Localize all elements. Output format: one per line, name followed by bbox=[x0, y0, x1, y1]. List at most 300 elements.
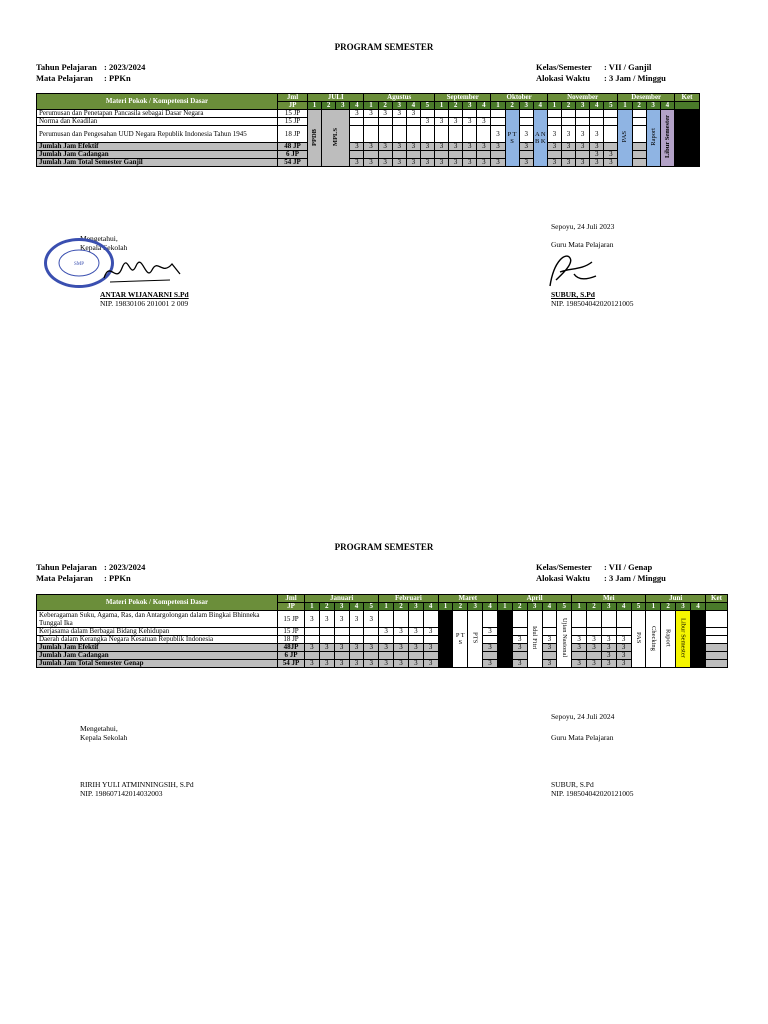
table-row bbox=[37, 611, 728, 628]
ujian-nasional-block: Ujian Nasional bbox=[557, 611, 572, 668]
week-cell: 3 bbox=[576, 126, 590, 143]
week-cell: 3 bbox=[616, 636, 631, 644]
week-cell bbox=[601, 611, 616, 628]
week-cell: 3 bbox=[319, 611, 334, 628]
week-cell bbox=[406, 151, 420, 159]
ppdb-block: PPDB bbox=[308, 110, 322, 167]
svg-text:SMP: SMP bbox=[73, 262, 85, 267]
month-header: Desember bbox=[618, 94, 675, 102]
week-cell bbox=[572, 652, 587, 660]
week-cell bbox=[408, 611, 423, 628]
week-cell: 3 bbox=[378, 159, 392, 167]
week-header: 5 bbox=[631, 603, 646, 611]
week-cell bbox=[604, 143, 618, 151]
week-cell: 3 bbox=[477, 118, 491, 126]
pas-block: PAS bbox=[618, 110, 632, 167]
mpls-block: MPLS bbox=[322, 110, 350, 167]
week-cell bbox=[379, 611, 394, 628]
week-cell bbox=[604, 126, 618, 143]
week-cell: 3 bbox=[512, 644, 527, 652]
week-cell bbox=[305, 628, 320, 636]
week-header: 3 bbox=[336, 102, 350, 110]
week-cell bbox=[512, 628, 527, 636]
right-sign-name-2 bbox=[551, 780, 634, 798]
week-header: 2 bbox=[322, 102, 336, 110]
materi-label: Norma dan Keadilan bbox=[37, 118, 278, 126]
week-cell bbox=[463, 151, 477, 159]
week-cell: 3 bbox=[406, 110, 420, 118]
month-header: Maret bbox=[438, 595, 497, 603]
header-materi: Materi Pokok / Kompetensi Dasar bbox=[37, 94, 278, 110]
meta-left-2 bbox=[36, 562, 145, 584]
week-cell: 3 bbox=[449, 118, 463, 126]
week-cell: 3 bbox=[576, 159, 590, 167]
week-cell bbox=[334, 636, 349, 644]
teacher-name: SUBUR, S.Pd bbox=[551, 290, 595, 299]
materi-label: Jumlah Jam Total Semester Genap bbox=[37, 660, 278, 668]
header-jp: JP bbox=[278, 102, 308, 110]
month-header: April bbox=[497, 595, 571, 603]
week-cell: 3 bbox=[364, 110, 378, 118]
pts-block: P T S bbox=[453, 611, 468, 668]
week-cell bbox=[587, 652, 602, 660]
week-cell bbox=[572, 628, 587, 636]
week-cell bbox=[587, 628, 602, 636]
week-cell bbox=[561, 151, 575, 159]
sign-role: Kepala Sekolah bbox=[80, 243, 128, 252]
week-cell bbox=[477, 151, 491, 159]
april-break bbox=[497, 611, 512, 668]
week-cell: 3 bbox=[587, 636, 602, 644]
week-cell bbox=[434, 151, 448, 159]
week-cell bbox=[394, 611, 409, 628]
week-cell bbox=[449, 151, 463, 159]
week-cell bbox=[305, 652, 320, 660]
week-cell: 3 bbox=[542, 644, 557, 652]
week-cell: 3 bbox=[616, 652, 631, 660]
week-cell bbox=[477, 110, 491, 118]
week-cell: 3 bbox=[519, 159, 533, 167]
week-cell bbox=[576, 110, 590, 118]
left-sign-name-2 bbox=[80, 780, 194, 798]
week-cell bbox=[491, 118, 505, 126]
week-cell: 3 bbox=[406, 143, 420, 151]
week-cell bbox=[406, 126, 420, 143]
header-ket: Ket bbox=[675, 94, 700, 102]
week-cell bbox=[547, 110, 561, 118]
week-header: 3 bbox=[646, 102, 660, 110]
week-cell: 3 bbox=[512, 660, 527, 668]
week-cell: 3 bbox=[542, 660, 557, 668]
teacher-nip: NIP. 198504042020121005 bbox=[551, 299, 634, 308]
table-row bbox=[37, 118, 700, 126]
alokasi-value: : 3 Jam / Minggu bbox=[604, 73, 666, 83]
page-title-semester-1: PROGRAM SEMESTER bbox=[334, 42, 434, 52]
week-header: 4 bbox=[483, 603, 498, 611]
mapel-value: : PPKn bbox=[104, 573, 131, 583]
week-cell: 3 bbox=[572, 644, 587, 652]
month-header: November bbox=[547, 94, 618, 102]
week-cell bbox=[547, 151, 561, 159]
week-cell: 3 bbox=[394, 628, 409, 636]
jp-value: 15 JP bbox=[278, 628, 305, 636]
week-cell bbox=[572, 611, 587, 628]
week-cell bbox=[483, 611, 498, 628]
alokasi-label: Alokasi Waktu bbox=[536, 73, 590, 83]
week-cell: 3 bbox=[491, 126, 505, 143]
week-cell bbox=[449, 110, 463, 118]
week-cell: 3 bbox=[406, 159, 420, 167]
kelas-value: : VII / Ganjil bbox=[604, 62, 652, 72]
week-header: 4 bbox=[477, 102, 491, 110]
week-cell: 3 bbox=[601, 652, 616, 660]
week-header: 3 bbox=[392, 102, 406, 110]
sign-line: Mengetahui, bbox=[80, 724, 118, 733]
mapel-label: Mata Pelajaran bbox=[36, 573, 93, 583]
week-header: 2 bbox=[632, 102, 646, 110]
week-header: 1 bbox=[438, 603, 453, 611]
month-header: Juni bbox=[646, 595, 706, 603]
table-row bbox=[37, 159, 700, 167]
week-cell: 3 bbox=[576, 143, 590, 151]
header-ket: Ket bbox=[706, 595, 728, 603]
week-header: 4 bbox=[542, 603, 557, 611]
week-cell bbox=[420, 151, 434, 159]
week-cell: 3 bbox=[572, 660, 587, 668]
header-jml: Jml bbox=[278, 94, 308, 102]
tahun-value: : 2023/2024 bbox=[104, 562, 146, 572]
ket-block bbox=[675, 110, 700, 167]
month-header: JULI bbox=[308, 94, 364, 102]
week-cell bbox=[604, 110, 618, 118]
week-cell bbox=[632, 143, 646, 151]
jp-value: 15 JP bbox=[278, 118, 308, 126]
right-signature-1 bbox=[551, 222, 614, 249]
left-signature-2 bbox=[80, 724, 127, 742]
jp-value: 18 JP bbox=[278, 126, 308, 143]
week-cell: 3 bbox=[350, 159, 364, 167]
signature-icon bbox=[100, 254, 184, 288]
week-cell: 3 bbox=[423, 660, 438, 668]
week-cell: 3 bbox=[364, 143, 378, 151]
table-row bbox=[37, 660, 728, 668]
week-cell bbox=[632, 126, 646, 143]
week-cell: 3 bbox=[590, 159, 604, 167]
week-cell: 3 bbox=[378, 110, 392, 118]
week-cell: 3 bbox=[601, 636, 616, 644]
materi-label: Jumlah Jam Total Semester Ganjil bbox=[37, 159, 278, 167]
week-cell bbox=[463, 110, 477, 118]
week-cell: 3 bbox=[590, 126, 604, 143]
week-cell bbox=[334, 652, 349, 660]
week-cell: 3 bbox=[394, 644, 409, 652]
week-header: 2 bbox=[661, 603, 676, 611]
libur-block: Libur Semester bbox=[676, 611, 691, 668]
week-header: 1 bbox=[491, 102, 505, 110]
materi-label: Kerjasama dalam Berbagai Bidang Kehidupan bbox=[37, 628, 278, 636]
week-cell: 3 bbox=[392, 110, 406, 118]
week-cell: 3 bbox=[547, 143, 561, 151]
week-header: 3 bbox=[468, 603, 483, 611]
week-cell bbox=[604, 118, 618, 126]
week-cell: 3 bbox=[349, 644, 364, 652]
jp-value: 54 JP bbox=[278, 660, 305, 668]
week-header: 1 bbox=[497, 603, 512, 611]
table-row bbox=[37, 644, 728, 652]
jp-value: 48JP bbox=[278, 644, 305, 652]
week-cell: 3 bbox=[334, 611, 349, 628]
header-materi: Materi Pokok / Kompetensi Dasar bbox=[37, 595, 278, 611]
month-header: Mei bbox=[572, 595, 646, 603]
week-cell bbox=[477, 126, 491, 143]
week-cell: 3 bbox=[512, 636, 527, 644]
week-cell bbox=[392, 126, 406, 143]
week-cell: 3 bbox=[547, 126, 561, 143]
week-header: 2 bbox=[378, 102, 392, 110]
week-cell: 3 bbox=[463, 143, 477, 151]
sign-line: Mengetahui, bbox=[80, 234, 118, 243]
week-cell: 3 bbox=[463, 118, 477, 126]
week-cell: 3 bbox=[477, 159, 491, 167]
week-header: 4 bbox=[349, 603, 364, 611]
week-cell: 3 bbox=[434, 118, 448, 126]
week-cell bbox=[587, 611, 602, 628]
week-header: 5 bbox=[420, 102, 434, 110]
week-header: 2 bbox=[453, 603, 468, 611]
week-cell bbox=[378, 151, 392, 159]
week-cell: 3 bbox=[334, 660, 349, 668]
mapel-label: Mata Pelajaran bbox=[36, 73, 93, 83]
checking-block: Checking bbox=[646, 611, 661, 668]
table-row bbox=[37, 628, 728, 636]
week-cell: 3 bbox=[392, 159, 406, 167]
ket-cell bbox=[706, 636, 728, 644]
week-cell bbox=[408, 652, 423, 660]
week-header: 4 bbox=[423, 603, 438, 611]
week-header: 1 bbox=[547, 102, 561, 110]
materi-label: Keberagaman Suku, Agama, Ras, dan Antargolongan dalam Bingkai Bhinneka Tunggal Ika bbox=[37, 611, 278, 628]
week-header: 1 bbox=[646, 603, 661, 611]
week-cell bbox=[449, 126, 463, 143]
materi-label: Jumlah Jam Efektif bbox=[37, 143, 278, 151]
tahun-label: Tahun Pelajaran bbox=[36, 62, 97, 72]
week-cell bbox=[423, 611, 438, 628]
week-cell: 3 bbox=[408, 628, 423, 636]
week-header: 2 bbox=[319, 603, 334, 611]
week-cell: 3 bbox=[477, 143, 491, 151]
week-cell: 3 bbox=[483, 660, 498, 668]
week-cell: 3 bbox=[364, 611, 379, 628]
week-cell bbox=[379, 636, 394, 644]
week-cell bbox=[590, 110, 604, 118]
week-cell bbox=[420, 110, 434, 118]
sign-role: Kepala Sekolah bbox=[80, 733, 128, 742]
week-cell bbox=[632, 159, 646, 167]
meta-right-2 bbox=[536, 562, 666, 584]
week-cell bbox=[350, 126, 364, 143]
week-cell: 3 bbox=[364, 660, 379, 668]
week-cell: 3 bbox=[350, 110, 364, 118]
week-cell: 3 bbox=[587, 644, 602, 652]
week-cell bbox=[305, 636, 320, 644]
ket-cell bbox=[706, 603, 728, 611]
week-cell bbox=[349, 628, 364, 636]
materi-label: Jumlah Jam Efektif bbox=[37, 644, 278, 652]
sign-role: Guru Mata Pelajaran bbox=[551, 733, 614, 742]
week-header: 3 bbox=[334, 603, 349, 611]
ket-cell bbox=[706, 644, 728, 652]
week-cell: 3 bbox=[561, 143, 575, 151]
sign-role: Guru Mata Pelajaran bbox=[551, 240, 614, 249]
week-cell bbox=[512, 611, 527, 628]
week-cell: 3 bbox=[334, 644, 349, 652]
jp-value: 6 JP bbox=[278, 151, 308, 159]
week-header: 4 bbox=[406, 102, 420, 110]
week-cell bbox=[420, 126, 434, 143]
pas-block: PAS bbox=[631, 611, 646, 668]
week-cell bbox=[394, 652, 409, 660]
week-cell bbox=[334, 628, 349, 636]
header-jp: JP bbox=[278, 603, 305, 611]
week-cell: 3 bbox=[423, 628, 438, 636]
teacher-name: SUBUR, S.Pd bbox=[551, 780, 594, 789]
week-cell: 3 bbox=[350, 143, 364, 151]
week-cell bbox=[491, 110, 505, 118]
week-cell bbox=[378, 118, 392, 126]
week-cell: 3 bbox=[561, 126, 575, 143]
week-header: 3 bbox=[527, 603, 542, 611]
week-cell: 3 bbox=[616, 660, 631, 668]
week-cell bbox=[512, 652, 527, 660]
week-cell: 3 bbox=[590, 143, 604, 151]
week-cell: 3 bbox=[601, 660, 616, 668]
alokasi-label: Alokasi Waktu bbox=[536, 573, 590, 583]
ket-cell bbox=[706, 660, 728, 668]
week-cell bbox=[378, 126, 392, 143]
week-cell bbox=[601, 628, 616, 636]
pts-block: P T S bbox=[505, 110, 519, 167]
week-cell: 3 bbox=[519, 126, 533, 143]
right-signature-2 bbox=[551, 712, 614, 742]
week-cell bbox=[364, 151, 378, 159]
jp-value: 54 JP bbox=[278, 159, 308, 167]
week-header: 5 bbox=[604, 102, 618, 110]
week-header: 4 bbox=[533, 102, 547, 110]
materi-label: Daerah dalam Kerangka Negara Kesatuan Republik Indonesia bbox=[37, 636, 278, 644]
week-cell: 3 bbox=[542, 636, 557, 644]
week-cell: 3 bbox=[305, 660, 320, 668]
month-header: Februari bbox=[379, 595, 438, 603]
week-cell: 3 bbox=[604, 151, 618, 159]
week-cell: 3 bbox=[483, 628, 498, 636]
table-row bbox=[37, 126, 700, 143]
week-cell: 3 bbox=[590, 151, 604, 159]
week-cell bbox=[547, 118, 561, 126]
week-cell: 3 bbox=[587, 660, 602, 668]
week-cell: 3 bbox=[392, 143, 406, 151]
week-cell: 3 bbox=[408, 644, 423, 652]
week-header: 1 bbox=[305, 603, 320, 611]
week-cell: 3 bbox=[604, 159, 618, 167]
week-cell bbox=[392, 118, 406, 126]
month-header: Agustus bbox=[364, 94, 435, 102]
week-cell: 3 bbox=[305, 644, 320, 652]
week-cell bbox=[349, 636, 364, 644]
table-row bbox=[37, 151, 700, 159]
week-cell bbox=[423, 636, 438, 644]
week-cell bbox=[350, 151, 364, 159]
week-cell bbox=[379, 652, 394, 660]
week-cell bbox=[590, 118, 604, 126]
principal-name: RIRIH YULI ATMINNINGSIH, S.Pd bbox=[80, 780, 194, 789]
week-header: 5 bbox=[364, 603, 379, 611]
principal-name: ANTAR WIJANARNI S.Pd bbox=[100, 290, 189, 299]
ket-cell bbox=[706, 611, 728, 628]
week-cell bbox=[423, 652, 438, 660]
kelas-label: Kelas/Semester bbox=[536, 562, 592, 572]
week-cell: 3 bbox=[420, 159, 434, 167]
week-header: 5 bbox=[557, 603, 572, 611]
week-cell: 3 bbox=[434, 159, 448, 167]
week-header: 2 bbox=[561, 102, 575, 110]
kelas-value: : VII / Genap bbox=[604, 562, 653, 572]
week-header: 3 bbox=[676, 603, 691, 611]
week-cell bbox=[319, 652, 334, 660]
week-header: 4 bbox=[616, 603, 631, 611]
week-cell: 3 bbox=[423, 644, 438, 652]
week-cell bbox=[408, 636, 423, 644]
week-cell bbox=[576, 151, 590, 159]
week-cell bbox=[483, 652, 498, 660]
week-header: 3 bbox=[576, 102, 590, 110]
week-cell bbox=[542, 611, 557, 628]
week-cell bbox=[406, 118, 420, 126]
week-cell: 3 bbox=[463, 159, 477, 167]
meta-right-1 bbox=[536, 62, 666, 84]
week-cell: 3 bbox=[364, 159, 378, 167]
week-cell bbox=[463, 126, 477, 143]
tahun-value: : 2023/2024 bbox=[104, 62, 146, 72]
week-cell bbox=[364, 636, 379, 644]
week-cell bbox=[350, 118, 364, 126]
week-cell: 3 bbox=[349, 660, 364, 668]
week-cell: 3 bbox=[378, 143, 392, 151]
principal-nip: NIP. 198607142014032003 bbox=[80, 789, 163, 798]
week-cell bbox=[483, 636, 498, 644]
anbk-block: A N B K bbox=[533, 110, 547, 167]
week-header: 2 bbox=[394, 603, 409, 611]
week-cell: 3 bbox=[349, 611, 364, 628]
raport-block: Raport bbox=[646, 110, 660, 167]
materi-label: Jumlah Jam Cadangan bbox=[37, 151, 278, 159]
materi-label: Perumusan dan Pengesahan UUD Negara Republik Indonesia Tahun 1945 bbox=[37, 126, 278, 143]
week-cell bbox=[364, 628, 379, 636]
week-cell: 3 bbox=[305, 611, 320, 628]
week-cell: 3 bbox=[449, 143, 463, 151]
week-cell: 3 bbox=[394, 660, 409, 668]
jp-value: 48 JP bbox=[278, 143, 308, 151]
week-cell bbox=[576, 118, 590, 126]
teacher-nip: NIP. 198504042020121005 bbox=[551, 789, 634, 798]
month-header: Januari bbox=[305, 595, 379, 603]
week-header: 2 bbox=[449, 102, 463, 110]
week-cell bbox=[364, 126, 378, 143]
week-cell bbox=[632, 110, 646, 118]
principal-nip: NIP. 19830106 201001 2 009 bbox=[100, 299, 189, 308]
week-header: 1 bbox=[618, 102, 632, 110]
week-cell: 3 bbox=[547, 159, 561, 167]
week-cell: 3 bbox=[491, 143, 505, 151]
